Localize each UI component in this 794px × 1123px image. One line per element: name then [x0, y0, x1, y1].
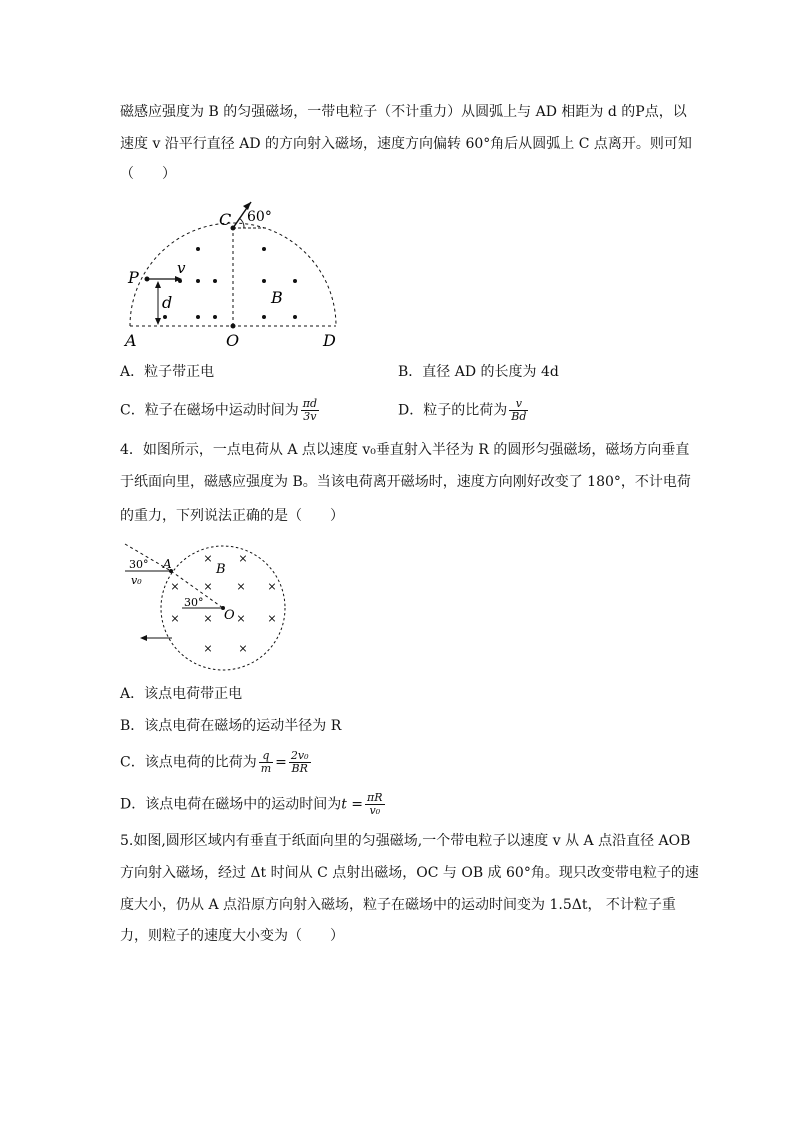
q3-option-d-num: v	[509, 398, 528, 411]
q3-label-angle: 60°	[247, 209, 272, 225]
q4-label-B: B	[216, 562, 226, 577]
q4-cross-mark: ×	[267, 612, 277, 625]
q3-label-P: P	[128, 268, 139, 287]
q3-line-1: 磁感应强度为 B 的匀强磁场，一带电粒子（不计重力）从圆弧上与 AD 相距为 d 的P点，以	[120, 104, 687, 120]
q4-line-3: 的重力，下列说法正确的是（ ）	[120, 508, 344, 524]
q4-option-d-text: D．该点电荷在磁场中的运动时间为	[120, 796, 342, 813]
q3-label-d: d	[162, 293, 173, 312]
q5-line-2: 方向射入磁场，经过 Δt 时间从 C 点射出磁场，OC 与 OB 成 60°角。现只改变带电粒子的速	[120, 865, 699, 881]
q4-cross-mark: ×	[170, 612, 180, 625]
q3-option-d-text: D．粒子的比荷为	[398, 402, 508, 419]
q4-option-c-num2: 2v₀	[290, 749, 309, 762]
q4-option-d-t: t =	[341, 796, 364, 813]
q4-option-d	[120, 792, 387, 817]
q3-option-c-num: πd	[302, 397, 317, 410]
q3-answer-blank: （ ）	[120, 166, 176, 182]
q3-option-c	[120, 398, 321, 423]
q4-option-d-num: πR	[367, 791, 383, 804]
q3-option-d-fraction	[509, 398, 528, 423]
q3-option-d	[398, 398, 530, 423]
q4-cross-mark: ×	[236, 580, 246, 593]
q5-line-1: 5.如图,圆形区域内有垂直于纸面向里的匀强磁场,一个带电粒子以速度 v 从 A 点沿直径 AOB	[120, 833, 691, 849]
q4-cross-mark: ×	[170, 580, 180, 593]
q3-line-2: 速度 v 沿平行直径 AD 的方向射入磁场，速度方向偏转 60°角后从圆弧上 C 点离开。则可知	[120, 136, 692, 152]
q4-line-1: 4．如图所示，一点电荷从 A 点以速度 v₀垂直射入半径为 R 的圆形匀强磁场，磁场方向垂直	[120, 442, 690, 458]
q3-label-C: C	[219, 210, 232, 229]
q4-option-b: B．该点电荷在磁场的运动半径为 R	[120, 718, 342, 734]
q3-option-c-den: 3v	[303, 410, 317, 423]
q4-option-c-text: C．该点电荷的比荷为	[120, 754, 257, 771]
q4-label-v0: v₀	[131, 574, 142, 587]
q3-label-v: v	[177, 259, 186, 277]
q4-cross-mark: ×	[203, 580, 213, 593]
q3-label-B: B	[271, 288, 283, 307]
q4-option-c-frac1	[259, 750, 273, 775]
q3-semicircle-arc	[130, 223, 336, 326]
q4-cross-mark: ×	[236, 612, 246, 625]
q4-option-c-den: m	[260, 762, 272, 775]
q4-option-c	[120, 750, 313, 775]
q3-option-d-den: Bd	[511, 410, 527, 423]
q3-d-arrow-up	[155, 281, 161, 288]
q3-label-A: A	[125, 331, 137, 350]
q3-label-O: O	[226, 331, 240, 350]
q3-point-C	[231, 226, 236, 231]
q4-circle-figure	[120, 540, 300, 675]
q4-cross-mark: ×	[238, 552, 248, 565]
q4-option-c-num: q	[259, 750, 273, 763]
q4-option-c-frac2	[289, 750, 311, 775]
q3-d-arrow-down	[155, 318, 161, 325]
q4-option-a: A．该点电荷带正电	[120, 686, 243, 702]
q4-cross-mark: ×	[267, 580, 277, 593]
q5-line-3: 度大小，仍从 A 点沿原方向射入磁场，粒子在磁场中的运动时间变为 1.5Δt， 不计粒子重	[120, 897, 676, 913]
q4-label-angle2: 30°	[184, 596, 204, 609]
q4-option-c-den2: BR	[291, 762, 308, 775]
q4-option-d-fraction	[365, 792, 385, 817]
q4-label-O: O	[224, 608, 235, 623]
q4-cross-mark: ×	[238, 642, 248, 655]
q3-label-D: D	[323, 331, 336, 350]
q5-line-4: 力，则粒子的速度大小变为（ ）	[120, 928, 344, 944]
q4-cross-mark: ×	[203, 612, 213, 625]
q4-line-2: 于纸面向里，磁感应强度为 B。当该电荷离开磁场时，速度方向刚好改变了 180°，不计电荷	[120, 474, 691, 490]
q3-option-b: B．直径 AD 的长度为 4d	[398, 364, 559, 380]
q4-cross-mark: ×	[203, 552, 213, 565]
q3-option-c-fraction	[301, 398, 319, 423]
q4-label-A: A	[163, 557, 172, 571]
q4-cross-mark: ×	[203, 642, 213, 655]
q4-option-c-eq: =	[275, 754, 287, 771]
q4-option-d-den: v₀	[369, 804, 381, 817]
q3-option-a: A．粒子带正电	[120, 364, 215, 380]
q4-exit-arrowhead	[140, 635, 147, 641]
q4-label-angle1: 30°	[129, 558, 149, 571]
q3-option-c-text: C．粒子在磁场中运动时间为	[120, 402, 299, 419]
q3-semicircle-figure	[120, 196, 350, 356]
